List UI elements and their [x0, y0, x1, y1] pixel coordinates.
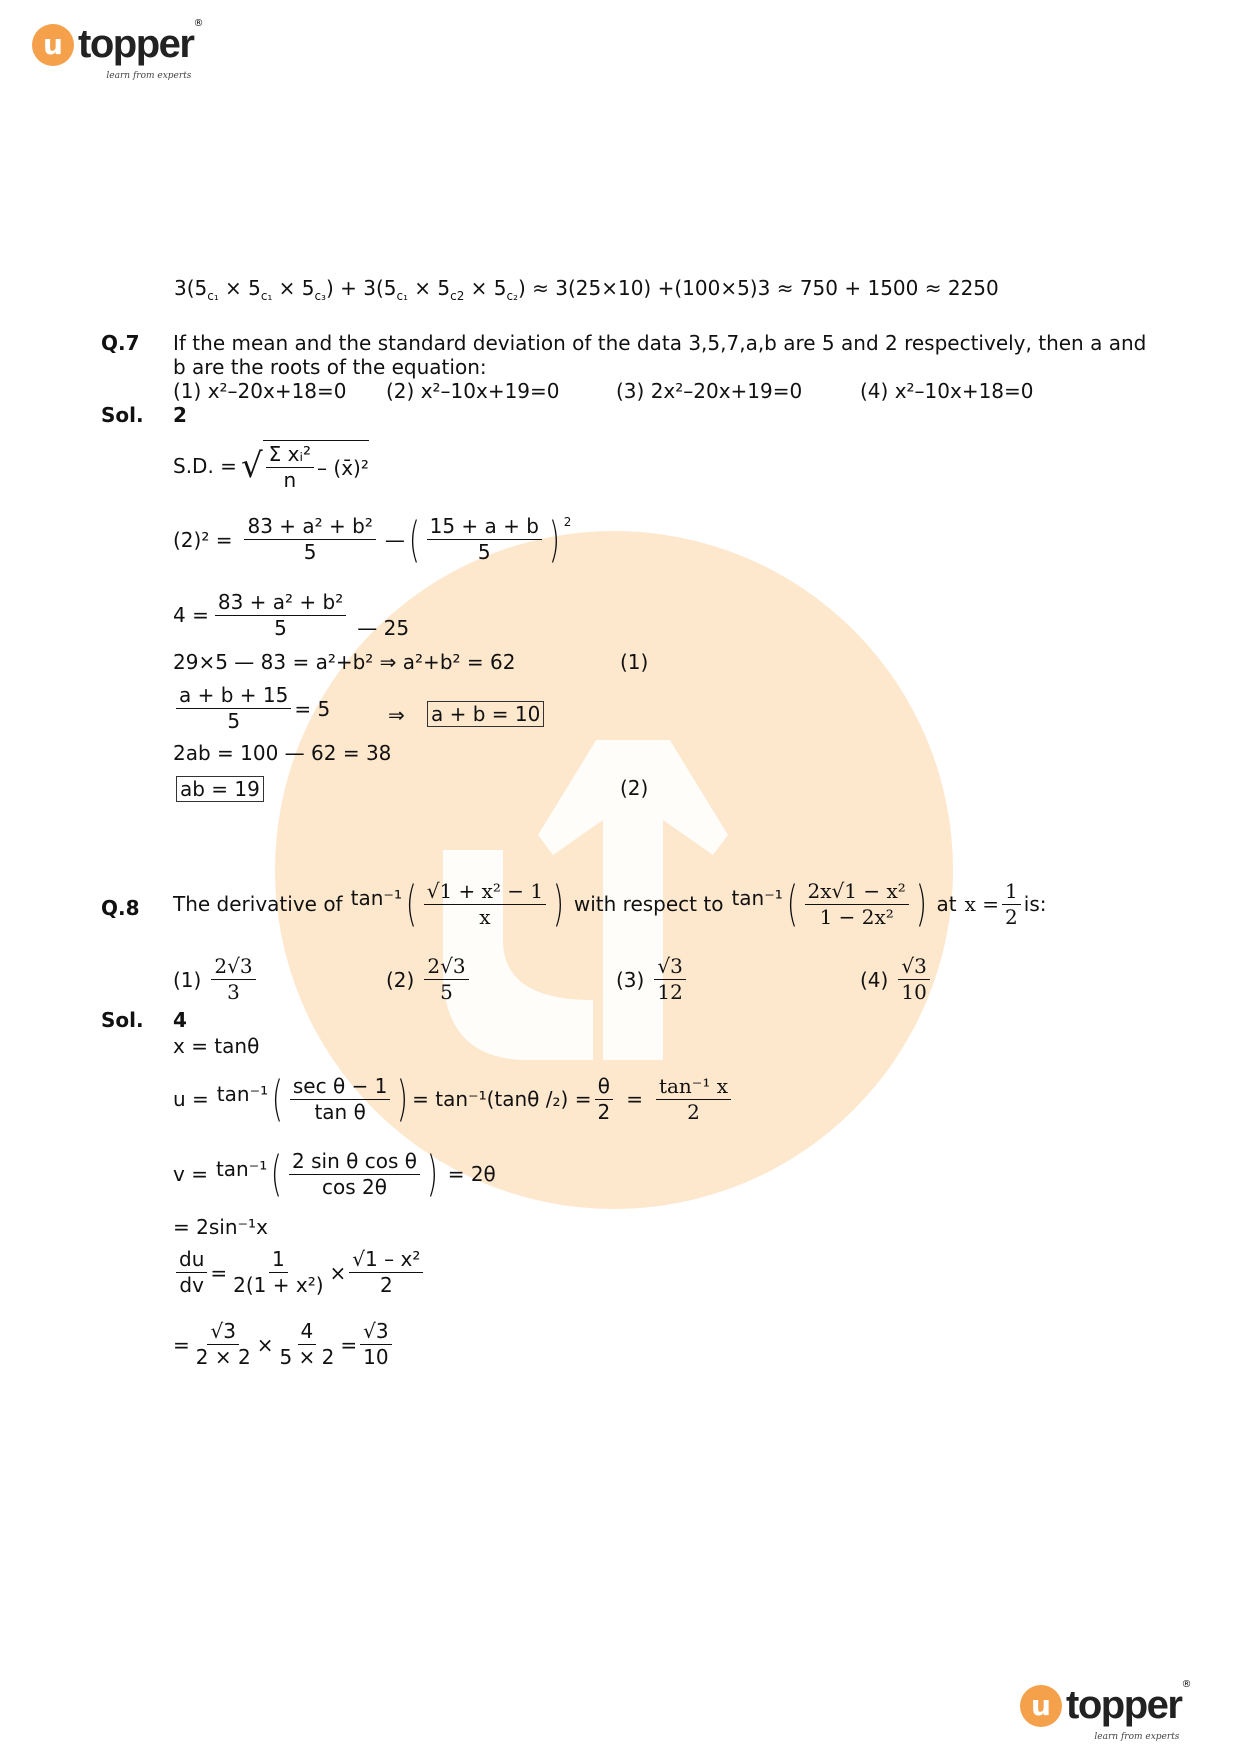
final-den2: 5 × 2 — [279, 1345, 335, 1369]
eq4-boxed-result: a + b = 10 — [427, 701, 544, 727]
final-num3: √3 — [360, 1320, 391, 1345]
v-lhs: v = — [173, 1162, 208, 1186]
q8-u-eq: u = tan⁻¹ ( $\frac{\text{sec θ − 1}}{\text{tan θ}}$ ) = tan⁻¹(tanθ /₂) = $\frac{\theta}{2}$ = $\frac{\text{tan⁻¹ x}}{2}$ — [173, 1068, 734, 1130]
u-num: sec θ − 1 — [290, 1075, 391, 1100]
eq2-lhs: 4 = — [173, 603, 209, 627]
q8-label: Q.8 — [101, 896, 140, 920]
dudv-den: dv — [179, 1273, 204, 1297]
q8-tan-inv-2: tan⁻¹ — [731, 886, 783, 910]
top-result: 2250 — [947, 276, 999, 300]
v-num: 2 sin θ cos θ — [289, 1150, 420, 1175]
q8-option-1 — [173, 955, 259, 1004]
q7-text-line1: If the mean and the standard deviation of the data 3,5,7,a,b are 5 and 2 respectively, then a and — [173, 331, 1147, 355]
q8-f2-den: 1 − 2x² — [819, 904, 894, 929]
q8-opt3-label: (3) — [616, 967, 645, 992]
q8-opt1-den: 3 — [227, 980, 240, 1004]
eq3-tag: (1) — [620, 650, 649, 674]
sd-den: n — [283, 468, 297, 492]
q8-answer: 4 — [173, 1008, 187, 1032]
q8-sol-label: Sol. — [101, 1008, 144, 1032]
q8-opt4-den: 10 — [901, 980, 927, 1004]
u-tan-inv: tan⁻¹ — [216, 1082, 269, 1106]
q8-opt2-den: 5 — [440, 980, 453, 1004]
u-lhs: u = — [173, 1087, 209, 1111]
final-eq: = — [173, 1332, 190, 1357]
sd-num: Σ xᵢ² — [266, 443, 314, 468]
dudv-times: × — [329, 1260, 347, 1285]
q7-option-4: (4) x²–10x+18=0 — [860, 379, 1034, 403]
q8-opt3-den: 12 — [657, 980, 683, 1004]
dudv-num2: 1 — [269, 1248, 288, 1273]
u-mid: = tan⁻¹(tanθ /₂) = — [412, 1087, 592, 1111]
q8-text-d: is: — [1023, 892, 1047, 916]
sd-radicand — [263, 440, 369, 492]
q8-option-2 — [386, 955, 472, 1004]
dudv-den2: 2(1 + x²) — [233, 1273, 324, 1297]
q7-label: Q.7 — [101, 331, 140, 355]
q8-dudv — [173, 1248, 426, 1297]
logo-badge-icon: u — [1020, 1685, 1062, 1727]
q8-at-num: 1 — [1002, 880, 1021, 905]
sd-formula — [173, 440, 369, 492]
eq4-arrow: ⇒ — [388, 703, 405, 727]
q8-opt3-num: √3 — [654, 955, 685, 980]
v-tan-inv: tan⁻¹ — [215, 1157, 268, 1181]
eq4-num: a + b + 15 — [176, 684, 291, 709]
q8-opt4-num: √3 — [898, 955, 929, 980]
eq2-den: 5 — [274, 615, 287, 640]
u-den3: 2 — [687, 1099, 700, 1124]
eq2-tail: — 25 — [357, 616, 410, 640]
q7-sol-label: Sol. — [101, 403, 144, 427]
top-equation: $3(5_{c_1} \times 5_{c_1} \times 5_{c_3}) + 3(5_{c_1} \times 5_{c2} \times 5_{c_2}) \approx 3(25\times 10) +(100\times 5)3 \approx 750 + 1500 \approx 2250$ — [174, 276, 999, 303]
dudv-den3: 2 — [379, 1273, 393, 1297]
eq4 — [173, 684, 330, 733]
dudv-num3: √1 – x² — [349, 1248, 423, 1273]
q8-f1-num: √1 + x² − 1 — [424, 880, 546, 905]
eq1-sq: 2 — [563, 515, 572, 529]
eq1-num1: 83 + a² + b² — [244, 515, 375, 540]
u-eq: = — [626, 1087, 643, 1111]
logo-word: topper — [1066, 1683, 1182, 1727]
final-num2: 4 — [298, 1320, 317, 1345]
approx-sign: ≈ — [532, 276, 549, 300]
q8-f1-den: x — [479, 904, 491, 929]
logo-registered: ® — [193, 18, 204, 29]
q7-option-1: (1) x²–20x+18=0 — [173, 379, 347, 403]
q8-final — [173, 1320, 395, 1369]
v-den: cos 2θ — [322, 1174, 387, 1199]
eq3: 29×5 — 83 = a²+b² ⇒ a²+b² = 62 — [173, 650, 516, 674]
q8-question: The derivative of tan⁻¹ ( $\frac{\text{√1 + x² − 1}}{x}$ ) with respect to tan⁻¹ ( $\frac{\text{2x√1 − x²}}{\text{1 − 2x²}}$ ) at x = $\frac{1}{2}$ is: — [173, 876, 1047, 932]
logo-registered: ® — [1181, 1679, 1192, 1690]
q8-l1: x = tanθ — [173, 1034, 260, 1058]
eq1-num2: 15 + a + b — [427, 515, 542, 540]
logo-word: topper — [78, 22, 194, 66]
eq4-tail: = 5 — [294, 696, 331, 721]
sd-label: S.D. = — [173, 454, 237, 478]
q8-l4: = 2sin⁻¹x — [173, 1215, 268, 1239]
q8-tan-inv-1: tan⁻¹ — [350, 886, 402, 910]
approx-sign: ≈ — [924, 276, 942, 300]
q8-at-x: x = — [964, 892, 1000, 916]
q8-text-c: at — [936, 892, 957, 916]
logo-top — [32, 18, 204, 81]
q8-opt2-num: 2√3 — [424, 955, 468, 980]
eq1-den2: 5 — [477, 540, 491, 564]
eq4-den: 5 — [227, 709, 241, 733]
final-num1: √3 — [207, 1320, 238, 1345]
eq1: (2)² = $\frac{\text{83 + a² + b²}}{5}$ — ( $\frac{15 + a + b}{5}$ ) $^2$ — [173, 511, 572, 568]
q8-opt1-label: (1) — [173, 967, 202, 992]
final-times: × — [256, 1332, 274, 1357]
final-eq2: = — [340, 1332, 358, 1357]
dudv-num: du — [176, 1248, 207, 1273]
q8-option-3 — [616, 955, 689, 1004]
logo-bottom — [1020, 1679, 1192, 1742]
logo-tagline: learn from experts — [1094, 1732, 1180, 1742]
q7-option-3: (3) 2x²–20x+19=0 — [616, 379, 803, 403]
approx-sign: ≈ — [776, 276, 794, 300]
q7-option-2: (2) x²–10x+19=0 — [386, 379, 560, 403]
q8-text-b: with respect to — [573, 892, 724, 916]
logo-badge-icon: u — [32, 24, 74, 66]
q7-text-line2: b are the roots of the equation: — [173, 355, 487, 379]
dudv-eq: = — [210, 1260, 228, 1285]
eq2 — [173, 590, 409, 640]
q8-opt4-label: (4) — [860, 967, 889, 992]
q8-v-eq: v = tan⁻¹ ( $\frac{\text{2 sin θ cos θ}}{\cos 2\theta}$ ) = 2θ — [173, 1146, 496, 1202]
q8-f2-num: 2x√1 − x² — [805, 880, 909, 905]
sqrt-sign-icon: √ — [240, 446, 263, 486]
eq1-den1: 5 — [303, 540, 317, 564]
q7-answer: 2 — [173, 403, 187, 427]
top-mid: 3(25×10) +(100×5)3 — [555, 276, 771, 300]
u-num3: tan⁻¹ x — [656, 1075, 731, 1100]
eq1-lhs: (2)² = — [173, 527, 233, 552]
eq2-num: 83 + a² + b² — [215, 591, 346, 616]
u-den: tan θ — [314, 1099, 366, 1124]
eq1-minus: — — [384, 527, 405, 552]
top-mid2: 750 + 1500 — [799, 276, 919, 300]
q8-opt1-num: 2√3 — [211, 955, 255, 980]
final-den3: 10 — [363, 1345, 389, 1369]
q8-opt2-label: (2) — [386, 967, 415, 992]
u-den2: 2 — [597, 1099, 611, 1124]
q8-option-4 — [860, 955, 933, 1004]
q8-at-den: 2 — [1005, 904, 1018, 929]
eq5: 2ab = 100 — 62 = 38 — [173, 741, 392, 765]
logo-tagline: learn from experts — [106, 71, 192, 81]
final-den1: 2 × 2 — [195, 1345, 251, 1369]
eq6-boxed-result: ab = 19 — [176, 776, 264, 802]
sd-tail: – (x̄)² — [317, 455, 369, 480]
v-tail: = 2θ — [447, 1162, 496, 1186]
eq6-tag: (2) — [620, 776, 649, 800]
q8-text-a: The derivative of — [173, 892, 343, 916]
u-num2: θ — [595, 1075, 613, 1100]
